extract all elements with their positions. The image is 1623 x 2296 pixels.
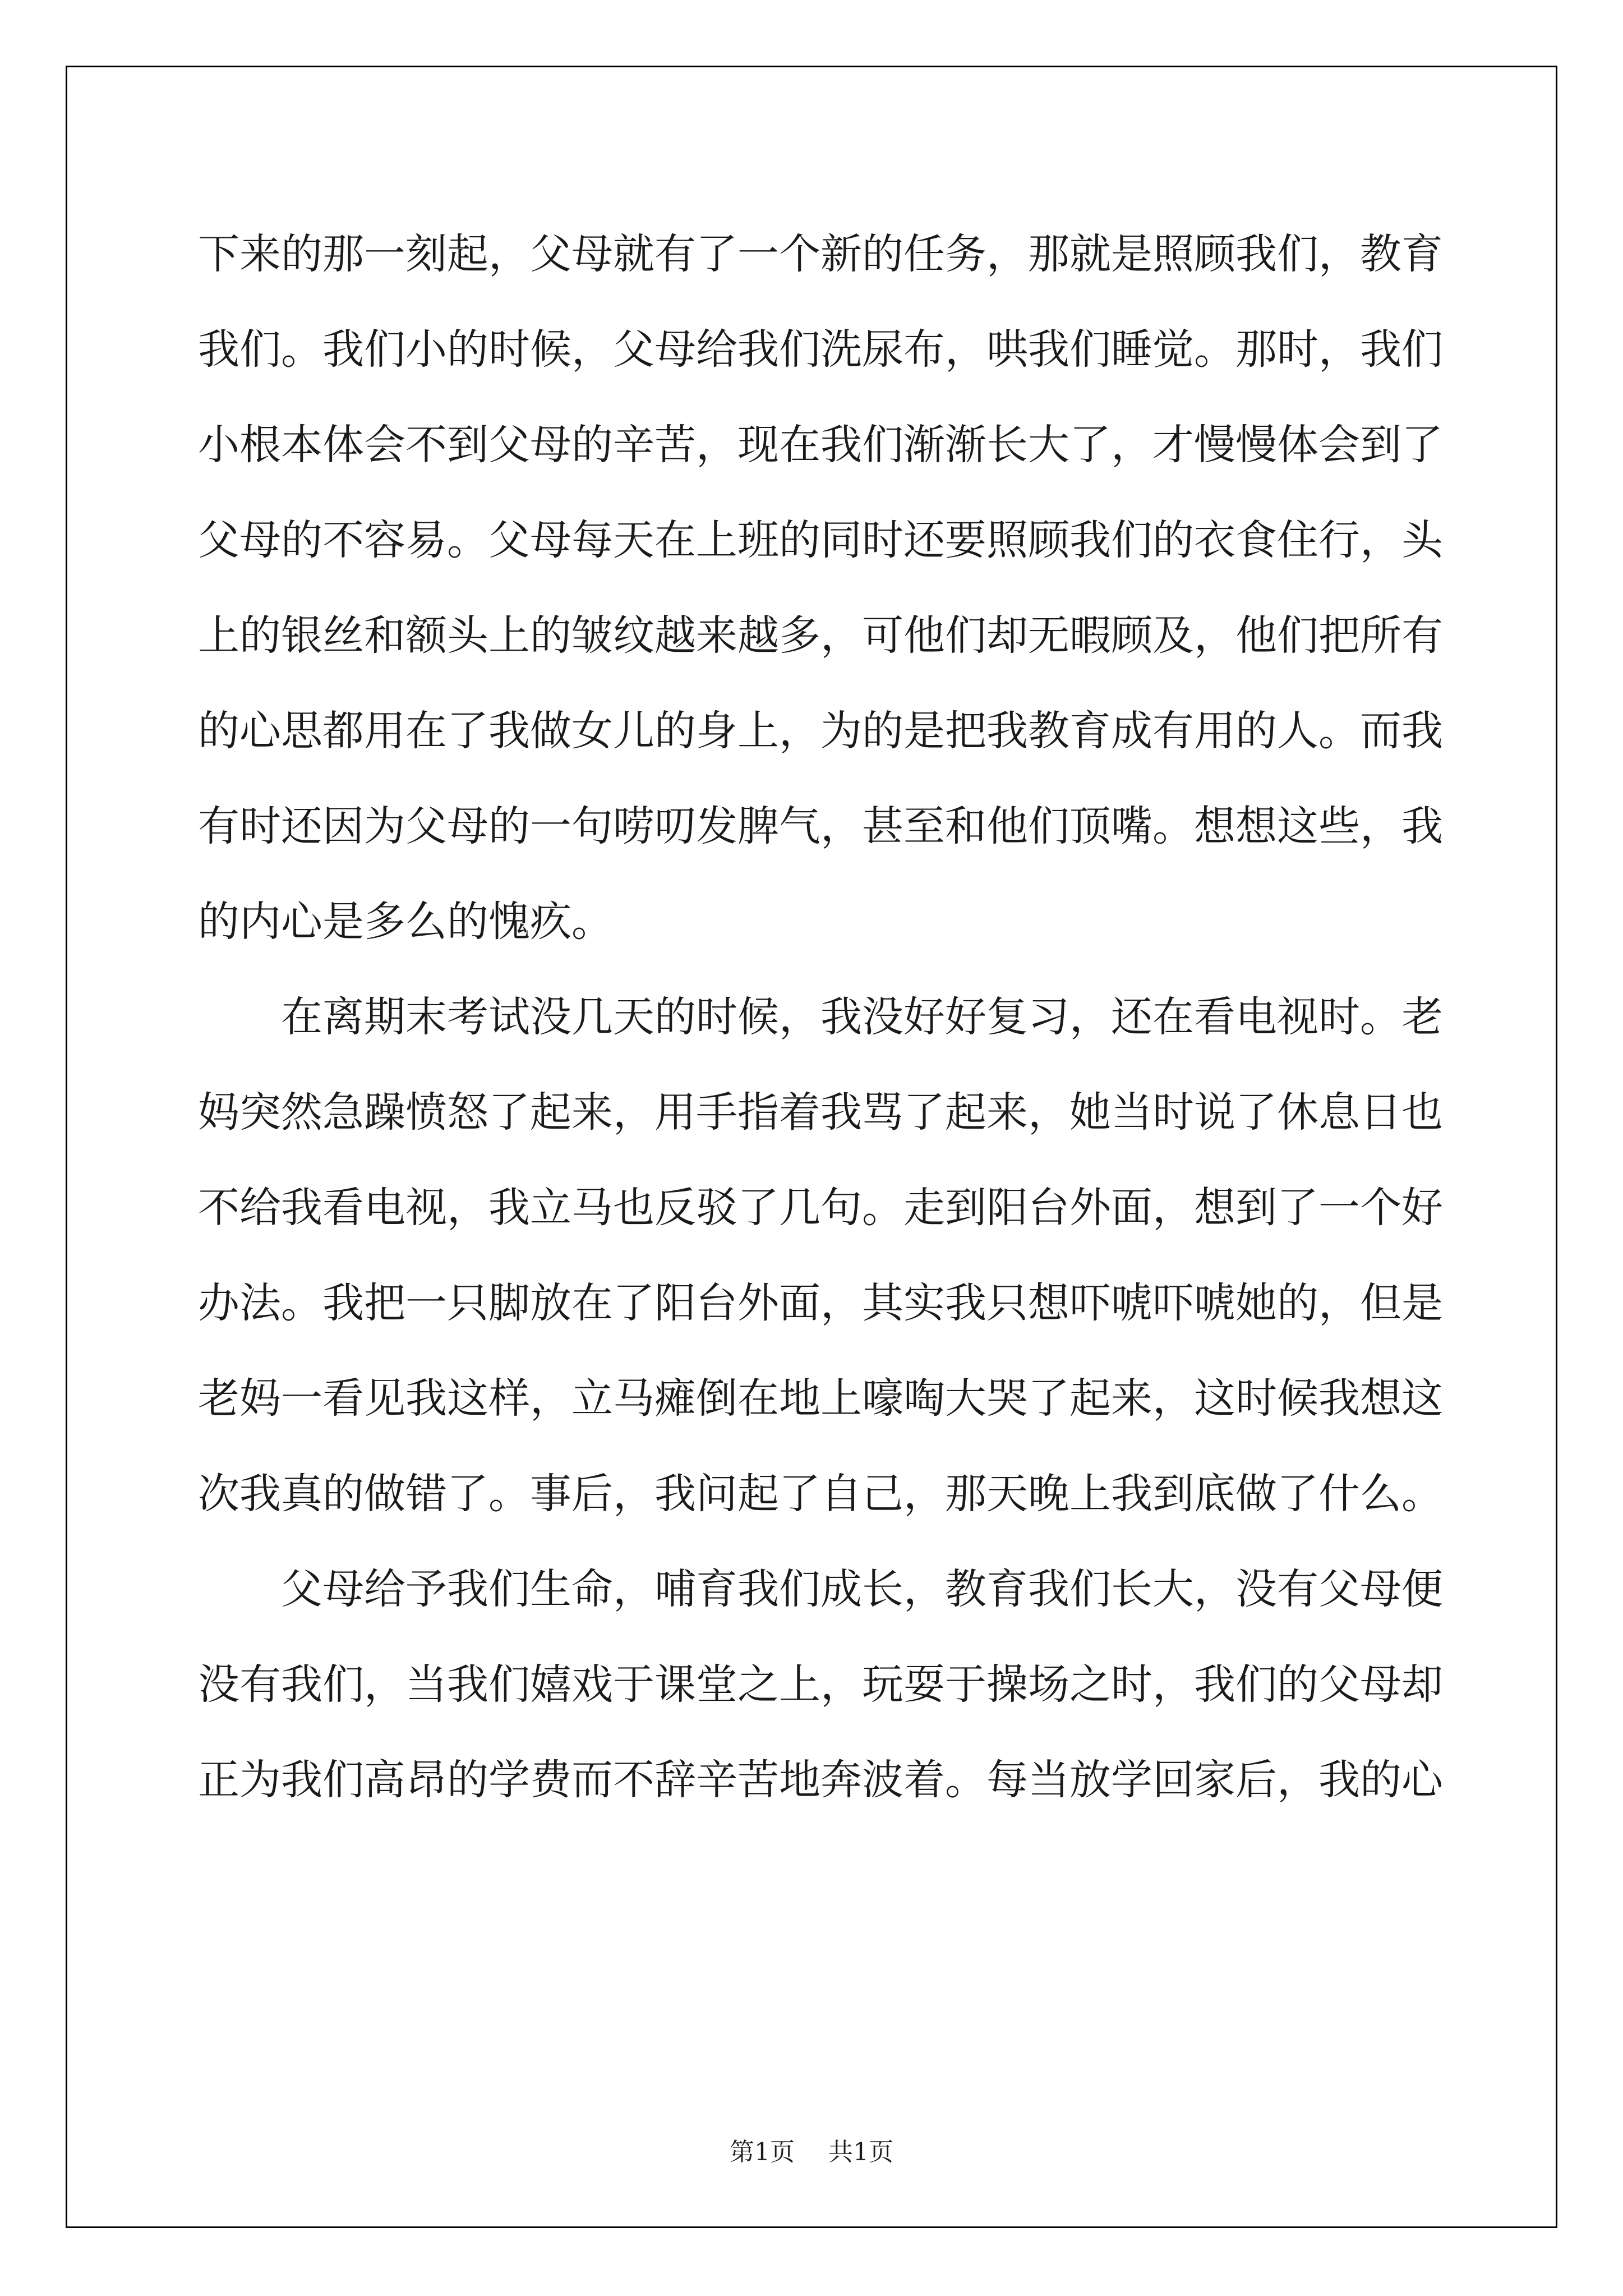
paragraph-1: 下来的那一刻起，父母就有了一个新的任务，那就是照顾我们，教育我们。我们小的时候，父母给我们洗尿布，哄我们睡觉。那时，我们小根本体会不到父母的辛苦，现在我们渐渐长大了，才慢慢体会到了父母的不容易。父母每天在上班的同时还要照顾我们的衣食住行，头上的银丝和额头上的皱纹越来越多，可他们却无暇顾及，他们把所有的心思都用在了我做女儿的身上，为的是把我教育成有用的人。而我有时还因为父母的一句唠叨发脾气，甚至和他们顶嘴。想想这些，我的内心是多么的愧疚。 (198, 230, 1443, 946)
page-footer (0, 2132, 1623, 2168)
document-body (198, 206, 1443, 1828)
paragraph-3: 父母给予我们生命，哺育我们成长，教育我们长大，没有父母便没有我们，当我们嬉戏于课堂之上，玩耍于操场之时，我们的父母却正为我们高昂的学费而不辞辛苦地奔波着。每当放学回家后，我的心 (198, 1565, 1443, 1804)
paragraph-2: 在离期末考试没几天的时候，我没好好复习，还在看电视时。老妈突然急躁愤怒了起来，用手指着我骂了起来，她当时说了休息日也不给我看电视，我立马也反驳了几句。走到阳台外面，想到了一个好办法。我把一只脚放在了阳台外面，其实我只想吓唬吓唬她的，但是老妈一看见我这样，立马瘫倒在地上嚎啕大哭了起来，这时候我想这次我真的做错了。事后，我问起了自己，那天晚上我到底做了什么。 (198, 993, 1443, 1518)
page-total: 共1页 (828, 2138, 893, 2166)
page-number: 第1页 (730, 2138, 795, 2166)
